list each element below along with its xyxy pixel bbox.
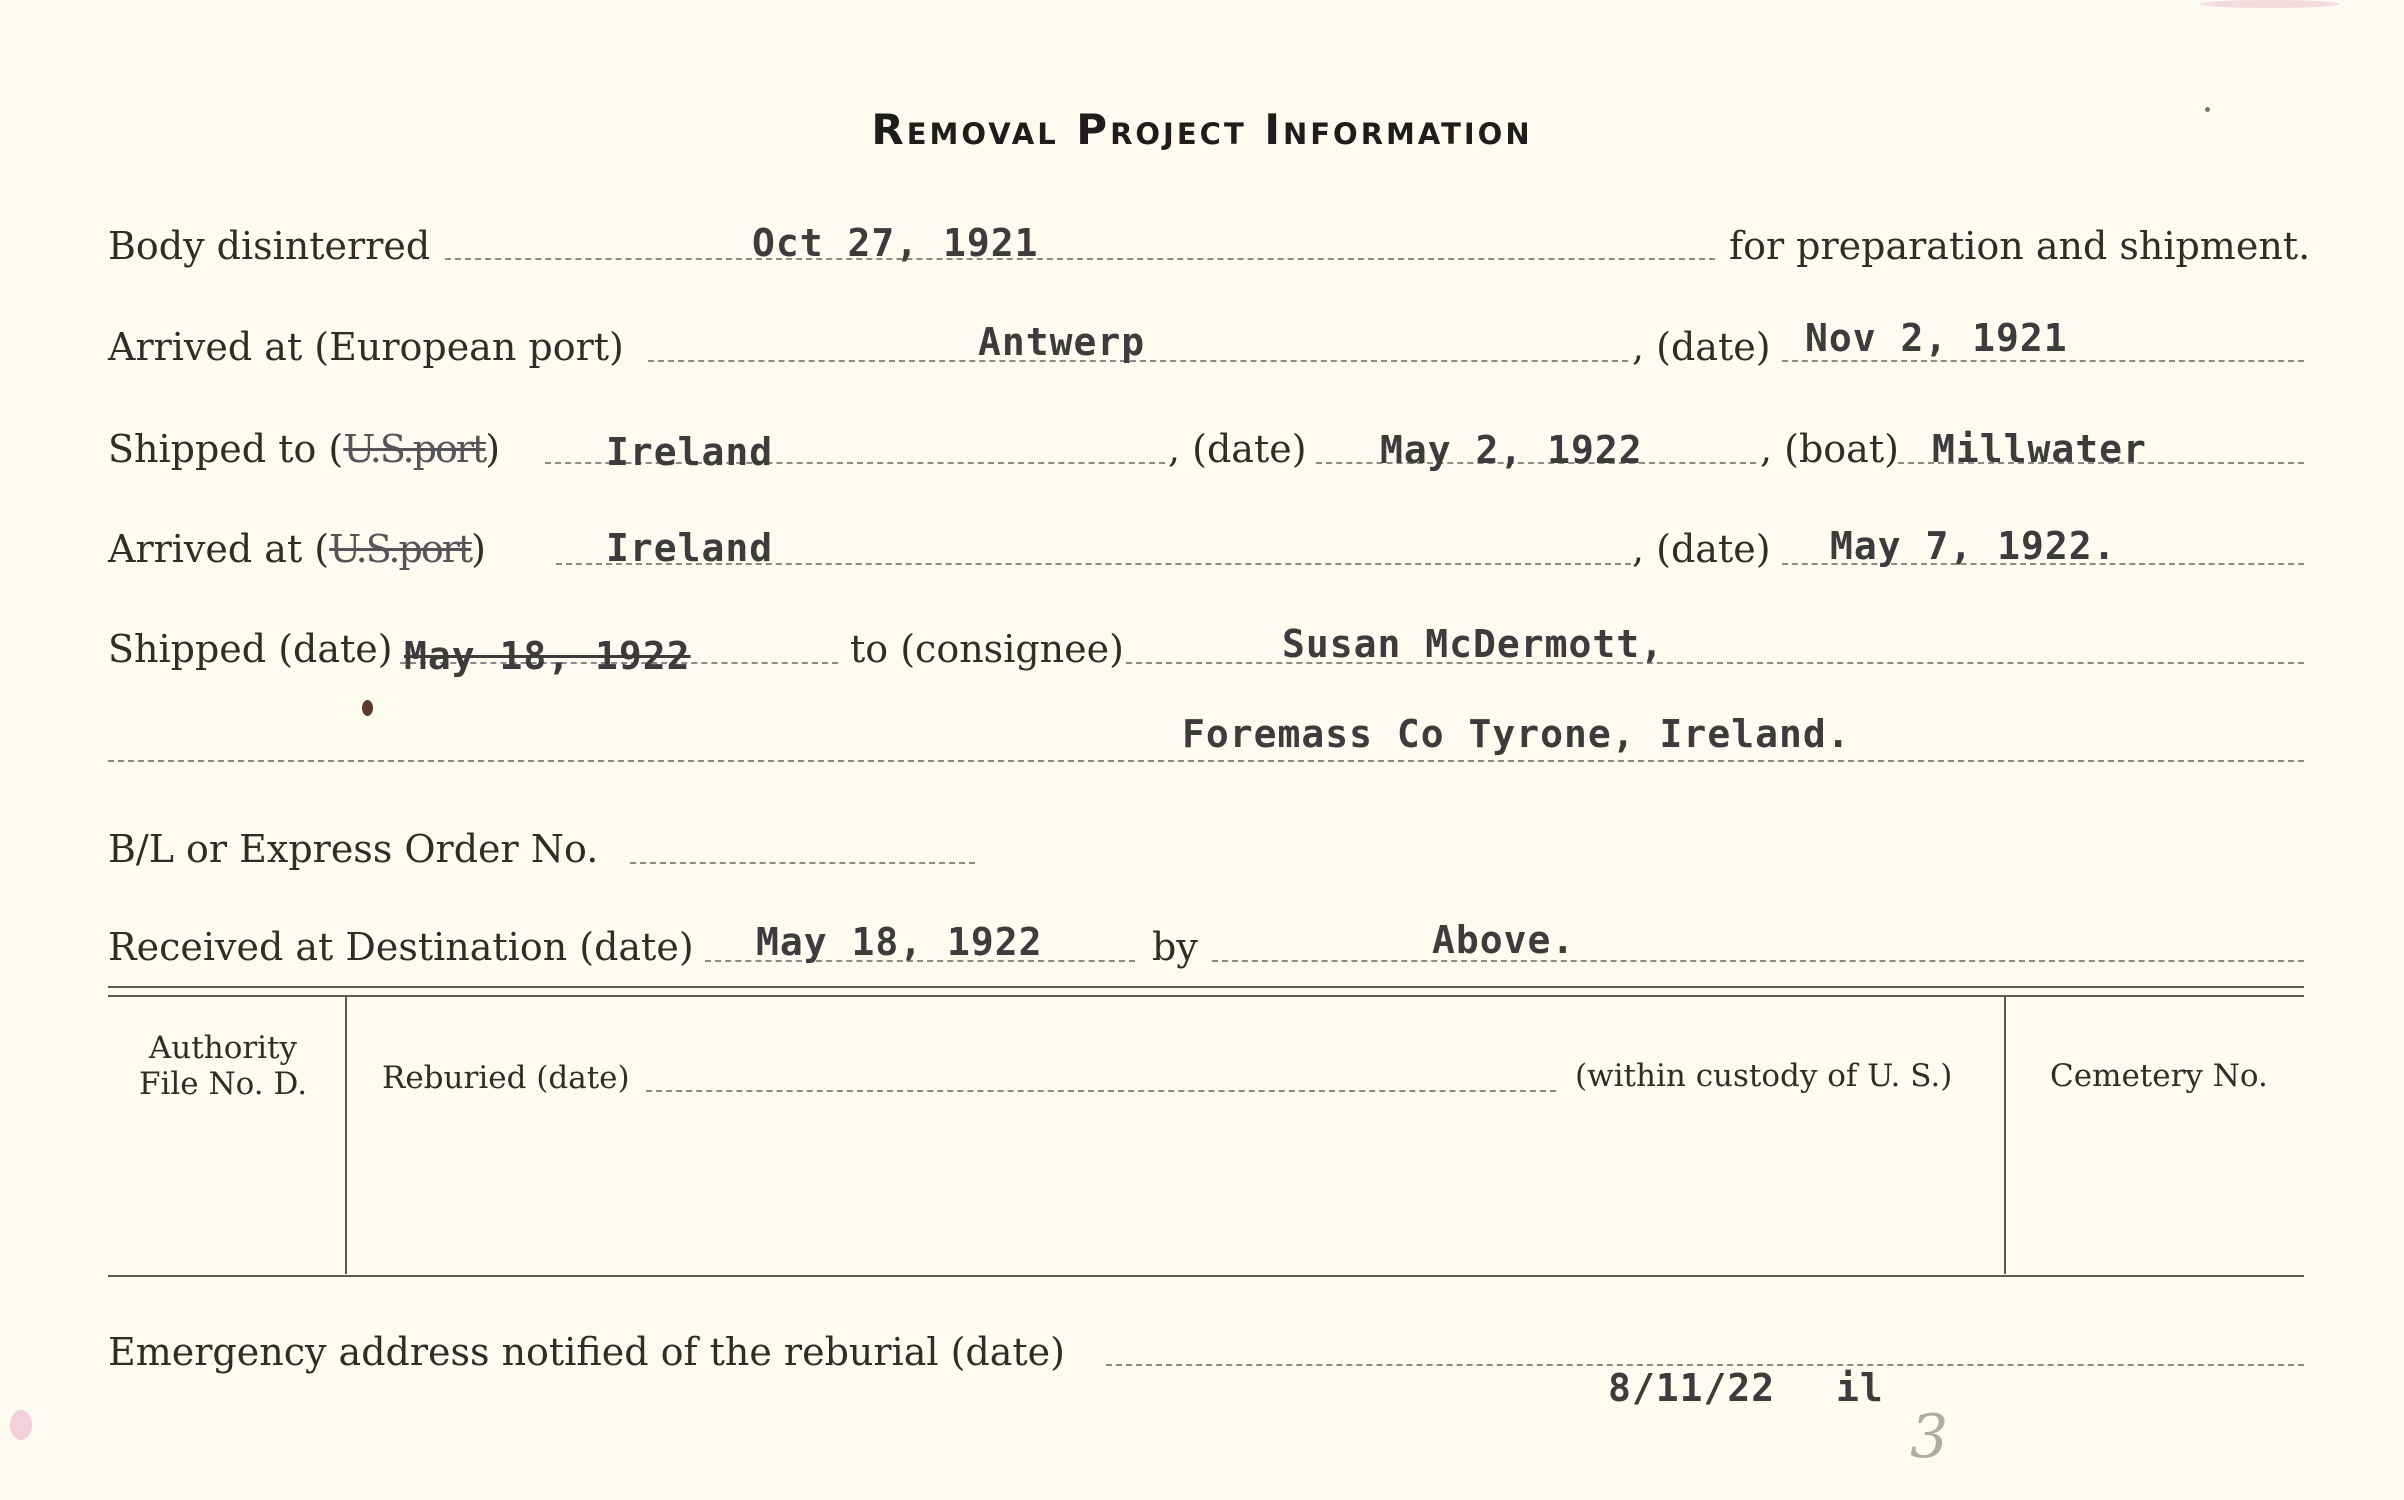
preparation-shipment-label: for preparation and shipment. bbox=[1729, 224, 2311, 268]
arrived-date-label: , (date) bbox=[1632, 527, 1771, 571]
dotted-line bbox=[445, 258, 1715, 260]
arrival-date-label: , (date) bbox=[1632, 325, 1771, 369]
box-bottom-rule bbox=[108, 1275, 2304, 1277]
pink-smudge bbox=[10, 1410, 32, 1440]
dotted-line bbox=[1212, 960, 2304, 962]
box-top-rule-inner bbox=[108, 995, 2304, 997]
box-divider-left bbox=[345, 997, 347, 1274]
dotted-line bbox=[1782, 360, 2304, 362]
boat-value: Millwater bbox=[1932, 427, 2147, 471]
received-by-label: by bbox=[1152, 925, 1198, 969]
body-disinterred-label: Body disinterred bbox=[108, 224, 431, 268]
shipped-date-label: , (date) bbox=[1168, 427, 1307, 471]
disinterred-date-value: Oct 27, 1921 bbox=[752, 221, 1039, 265]
custody-label: (within custody of U. S.) bbox=[1575, 1058, 1953, 1094]
emergency-address-label: Emergency address notified of the reburial (date) bbox=[108, 1330, 1065, 1374]
dotted-line bbox=[646, 1090, 1556, 1092]
consignee-address-value: Foremass Co Tyrone, Ireland. bbox=[1182, 712, 1851, 756]
reburied-date-label: Reburied (date) bbox=[382, 1060, 630, 1096]
received-by-value: Above. bbox=[1432, 918, 1576, 962]
arrival-date-value: Nov 2, 1921 bbox=[1805, 316, 2068, 360]
crossed-out-us-port: U.S.port bbox=[329, 527, 472, 571]
cemetery-number-label: Cemetery No. bbox=[2050, 1058, 2268, 1094]
shipped-on-date-value: May 18, 1922 bbox=[404, 634, 691, 678]
arrived-at-destination-value: Ireland bbox=[606, 526, 774, 570]
shipped-date-label: Shipped (date) bbox=[108, 627, 393, 671]
crossed-out-us-port: U.S.port bbox=[343, 427, 486, 471]
european-port-label: Arrived at (European port) bbox=[108, 325, 624, 369]
shipped-date-value: May 2, 1922 bbox=[1380, 428, 1643, 472]
box-top-rule bbox=[108, 986, 2304, 988]
dotted-line bbox=[108, 760, 2304, 762]
shipped-to-label: Shipped to (U.S.port) bbox=[108, 427, 501, 471]
bl-express-order-label: B/L or Express Order No. bbox=[108, 827, 599, 871]
european-port-value: Antwerp bbox=[978, 320, 1146, 364]
handwritten-mark: 3 bbox=[1910, 1402, 1949, 1472]
received-destination-label: Received at Destination (date) bbox=[108, 925, 694, 969]
consignee-name-value: Susan McDermott, bbox=[1282, 622, 1665, 666]
shipped-to-destination-value: Ireland bbox=[606, 430, 774, 474]
ink-blot bbox=[362, 700, 373, 716]
card-title: Removal Project Information bbox=[871, 105, 1533, 154]
consignee-label: to (consignee) bbox=[850, 627, 1124, 671]
box-divider-right bbox=[2004, 997, 2006, 1274]
notified-date-value: 8/11/22 bbox=[1608, 1366, 1776, 1410]
paper-speck bbox=[2205, 107, 2210, 112]
arrived-at-label: Arrived at (U.S.port) bbox=[108, 527, 486, 571]
authority-file-label: Authority File No. D. bbox=[138, 1030, 308, 1102]
boat-label: , (boat) bbox=[1760, 427, 1899, 471]
arrived-date-value: May 7, 1922. bbox=[1830, 524, 2117, 568]
clerk-initials-value: il bbox=[1836, 1366, 1884, 1410]
received-date-value: May 18, 1922 bbox=[756, 920, 1043, 964]
pink-smudge bbox=[2200, 0, 2340, 8]
dotted-line bbox=[630, 862, 975, 864]
